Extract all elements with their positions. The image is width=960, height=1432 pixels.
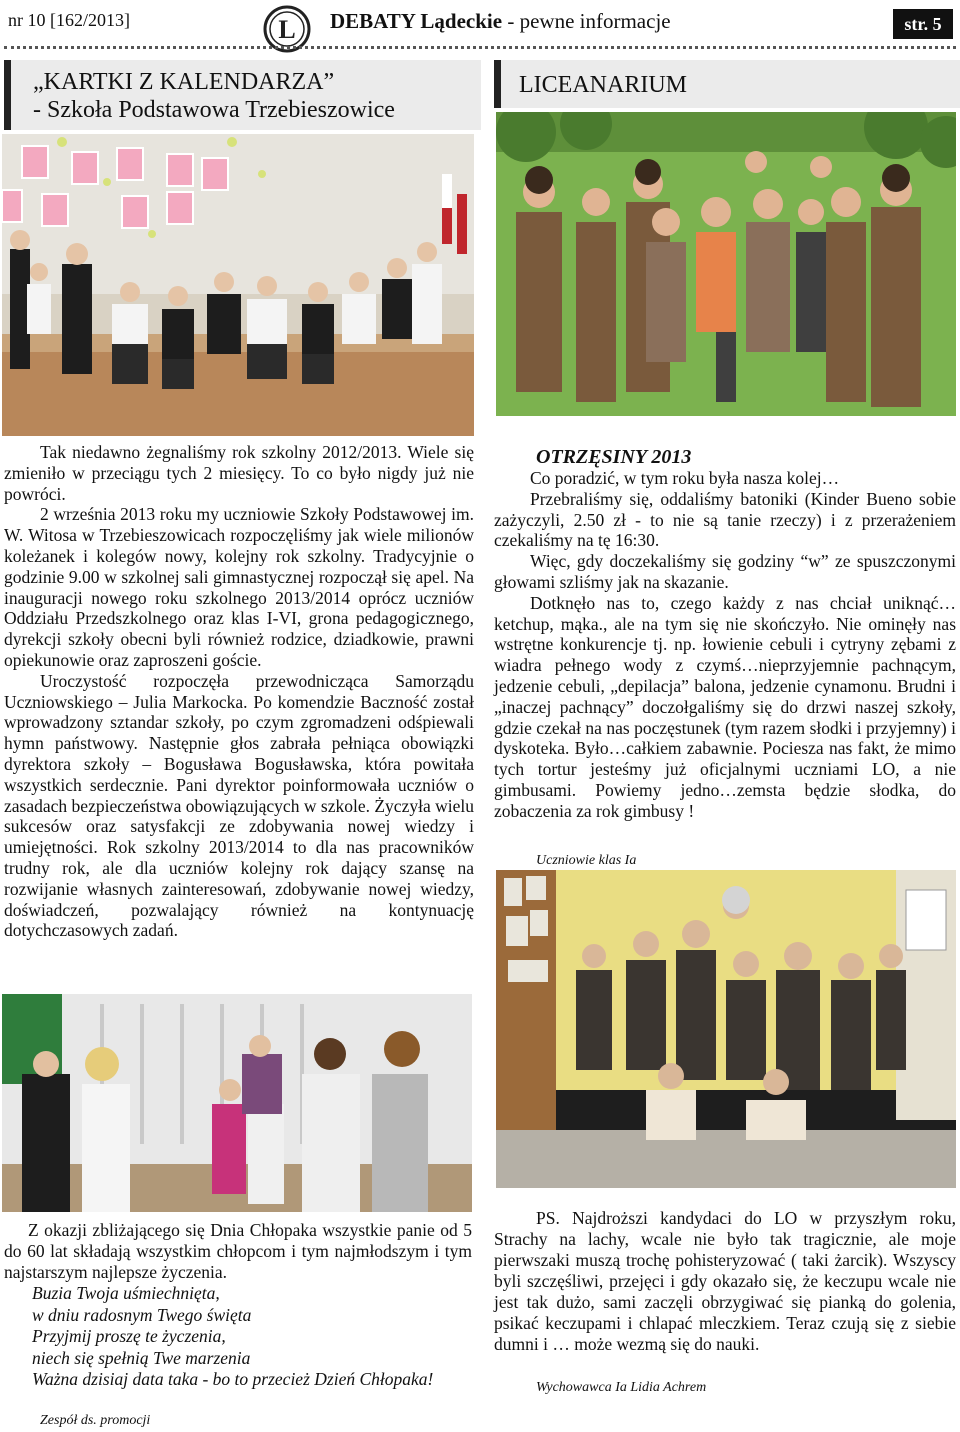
page-number-badge: str. 5 — [893, 9, 953, 39]
article-heading: OTRZĘSINY 2013 — [536, 446, 692, 468]
boys-day-wishes — [4, 1220, 472, 1391]
postscript — [494, 1208, 956, 1355]
article-paragraph: 2 września 2013 roku my uczniowie Szkoły Podstawowej im. W. Witosa w Trzebieszowicach rozpoczęliśmy jak wiele milionów koleżanek i kolegów nowy, kolejny rok szkolny. Tradycyjnie o godzinie 9.00 w szkolnej sali gimnastycznej rozpoczął się apel. Na inauguracji nowego roku szkolnego 2013/2014 oprócz uczniów Oddziału Przedszkolnego oraz klas I-VI, grona pedagogicznego, dyrekcji szkoły obecni byli również rodzice, dziadkowie, prawni opiekunowie oraz zaproszeni goście. — [4, 504, 474, 670]
wishes-intro: Z okazji zbliżającego się Dnia Chłopaka wszystkie panie od 5 do 60 lat składają wszystkim chłopcom i tym najmłodszym i tym najstarszym najlepsze życzenia. — [4, 1220, 472, 1282]
ps-text: PS. Najdroższi kandydaci do LO w przyszłym roku, Strachy na lachy, wcale nie było tak tragicznie, ale moje pierwszaki muszą trochę pohisteryzować ( taki żarcik). Wszyscy byli szczęśliwi, przejęci i gdy okazało się, że keczupu wcale nie jest tak dużo, sami zaczęli obrzygiwać się pianką do golenia, psikać keczupami i chlapać mleczkiem. Teraz czują się z siebie dumni i … może wezmą się do nauki. — [494, 1208, 956, 1354]
poem-line: Przyjmij proszę te życzenia, — [32, 1326, 226, 1346]
issue-number: nr 10 [162/2013] — [8, 10, 130, 30]
section-title-line2: - Szkoła Podstawowa Trzebieszowice — [33, 97, 395, 123]
article-kartki-body — [4, 442, 474, 941]
photo-otrzesiny-outdoor — [496, 112, 956, 416]
photo-otrzesiny-indoor — [496, 870, 956, 1188]
article-otrzesiny-body — [494, 446, 956, 822]
article-paragraph: Uroczystość rozpoczęła przewodnicząca Samorządu Uczniowskiego – Julia Markocka. Po komendzie Baczność został wprowadzony sztandar szkoły, po czym zgromadzeni odśpiewali hymn państwowy. Następnie głos zabrała pełniąca obowiązki dyrektora szkoły – Bogusława Bogusławska, która powitała wszystkich serdecznie. Pani dyrektor poinformowała uczniów o zasadach bezpieczeństwa obowiązujących w szkole. Życzyła wielu sukcesów oraz satysfakcji ze zdobywania nowej wiedzy i umiejętności. Rok szkolny 2013/2014 to dla nas pracowników trudny rok, ale dla uczniów kolejny rok dający szansę na rozwijanie własnych zainteresowań, zdobywanie nowej wiedzy, doświadczeń, pozwalający również na kontynuację dotychczasowych zadań. — [4, 670, 474, 941]
wishes-poem — [32, 1283, 472, 1391]
newspaper-title: DEBATY Lądeckie - pewne informacje — [330, 9, 671, 33]
header-dotted-divider — [4, 46, 956, 49]
section-title-line1: „KARTKI Z KALENDARZA” — [33, 69, 335, 95]
article-paragraph: Co poradzić, w tym roku była nasza kolej… — [530, 468, 840, 488]
article-paragraph: Dotknęło nas to, czego każdy z nas chciał uniknąć…ketchup, mąka., ale na tym się nie skończyło. Nie ominęły nas wstrętne konkurencje tj. np. łowienie cebuli i cytryny zębami z wiadra pełnego wody z czymś…nieprzyjemnie pachnącym, jedzenie cebuli, „depilacja” balona, jedzenie cynamonu. Brudni i „inaczej pachnący” doczołgaliśmy się do drzwi naszej szkoły, gdzie czekał na nas poczęstunek (tym razem słodki i przyjemny) i dyskoteka. Było…całkiem zabawnie. Pociesza nas fakt, że mimo tych tortur jesteśmy już oficjalnymi uczniami LO, a nie gimbusami. Powiemy jedno…zemsta będzie słodka, do zobaczenia za rok gimbusy ! — [494, 592, 956, 821]
poem-line: w dniu radosnym Twego święta — [32, 1304, 252, 1325]
signature-promo-team: Zespół ds. promocji — [40, 1413, 151, 1428]
article-paragraph: Więc, gdy doczekaliśmy się godziny “w” ze spuszczonymi głowami szliśmy jak na skazanie. — [494, 551, 956, 592]
section-header-kartki — [4, 60, 481, 130]
section-title: LICEANARIUM — [519, 72, 687, 98]
article-paragraph: Tak niedawno żegnaliśmy rok szkolny 2012/2013. Wiele się zmieniło w przeciągu tych 2 miesięcy. To co było nigdy już nie powróci. — [4, 442, 474, 504]
poem-line: Ważna dzisiaj data taka - bo to przecież Dzień Chłopaka! — [32, 1369, 434, 1389]
article-paragraph: Przebraliśmy się, oddaliśmy batoniki (Kinder Bueno sobie zażyczyli, 2.50 zł - to nie są tanie rzeczy) i z przerażeniem czekaliśmy na tę 16:30. — [494, 488, 956, 551]
photo-school-assembly — [2, 134, 474, 436]
signature-teacher: Wychowawca Ia Lidia Achrem — [536, 1380, 707, 1395]
signature-students: Uczniowie klas Ia — [536, 853, 637, 868]
poem-line: Buzia Twoja uśmiechnięta, — [32, 1283, 220, 1303]
photo-school-ceremony-children — [2, 994, 472, 1212]
poem-line: niech się spełnią Twe marzenia — [32, 1347, 251, 1368]
svg-text:L: L — [278, 15, 296, 44]
section-header-liceanarium — [494, 60, 960, 108]
